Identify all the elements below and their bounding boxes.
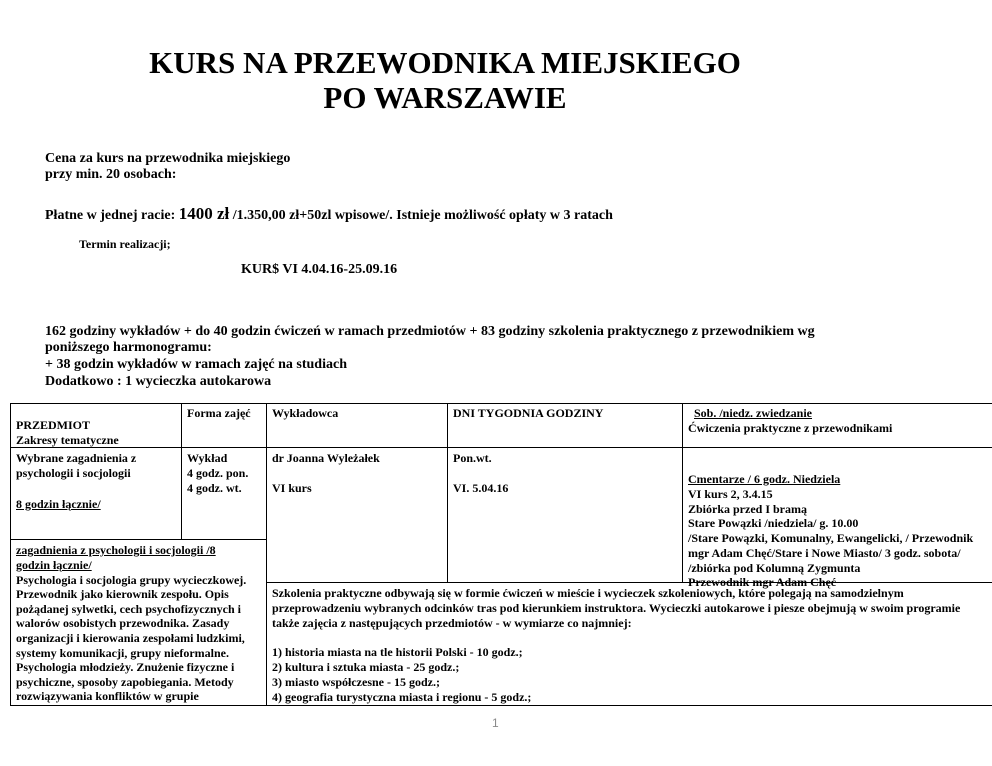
payment-line [45,204,613,224]
table-border-bottom [10,705,992,706]
topics-line5: organizacji i kierowania zespołami ludzkimi, [16,631,245,645]
hours-line3: + 38 godzin wykładów w ramach zajęć na studiach [45,357,347,372]
topics-line8: psychiczne, sposoby zapobiegania. Metody [16,675,234,689]
header-dni: DNI TYGODNIA GODZINY [453,406,604,420]
practice-line4: Stare Powązki /niedziela/ g. 10.00 [688,516,859,530]
practice-line1: Cmentarze / 6 godz. Niedziela [688,472,841,486]
practice-line3: Zbiórka przed I bramą [688,502,808,516]
table-divider-header [10,447,992,448]
training-item3: 3) miasto współczesne - 15 godz.; [272,675,440,689]
training-line2: przeprowadzeniu wybranych odcinków tras pod kierunkiem instruktora. Wycieczki autokarowe i piesze obejmują w swoim programie [272,601,961,615]
topics-line4: walorów osobistych przewodnika. Zasady [16,616,230,630]
practice-line6: mgr Adam Chęć/Stare i Nowe Miasto/ 3 godz. sobota/ [688,546,961,560]
header-zakresy: Zakresy tematyczne [16,433,119,447]
training-item4: 4) geografia turystyczna miasta i regionu - 5 godz.; [272,690,532,704]
price-line1: Cena za kurs na przewodnika miejskiego [45,151,291,166]
col-divider-2 [266,403,267,706]
hours-line1: 162 godziny wykładów + do 40 godzin ćwiczeń w ramach przedmiotów + 83 godziny szkolenia praktycznego z przewodnikiem wg [45,324,815,339]
page-number: 1 [492,716,499,730]
forma-line2: 4 godz. pon. [187,466,249,480]
training-line1: Szkolenia praktyczne odbywają się w formie ćwiczeń w mieście i wycieczek szkoleniowych, które polegają na samodzielnym [272,586,904,600]
document-title-line1: KURS NA PRZEWODNIKA MIEJSKIEGO [149,45,741,80]
practice-line7: /zbiórka pod Kolumną Zygmunta [688,561,861,575]
topics-heading-line2: godzin łącznie/ [16,558,92,572]
topics-line6: systemy komunikacji, grupy nieformalne. [16,646,229,660]
kurs-dates: KUR$ VI 4.04.16-25.09.16 [241,262,398,277]
payment-amount: 1400 zł [178,204,230,223]
practice-line2: VI kurs 2, 3.4.15 [688,487,773,501]
col-divider-1 [181,403,182,540]
hours-line4: Dodatkowo : 1 wycieczka autokarowa [45,374,272,389]
topics-line2: Przewodnik jako kierownik zespołu. Opis [16,587,229,601]
days-label: Pon.wt. [453,451,492,465]
subject-hours: 8 godzin łącznie/ [16,497,101,511]
col-divider-4 [682,403,683,583]
termin-label: Termin realizacji; [79,237,171,251]
forma-line1: Wykład [187,451,228,465]
topics-line9: rozwiązywania konfliktów w grupie [16,689,199,703]
lecturer-name: dr Joanna Wyleżałek [272,451,380,465]
header-przedmiot: PRZEDMIOT [16,418,91,432]
topics-line7: Psychologia młodzieży. Znużenie fizyczne i [16,660,235,674]
header-sob: Sob. /niedz. zwiedzanie [694,406,813,420]
practice-line5: /Stare Powązki, Komunalny, Ewangelicki, / Przewodnik [688,531,974,545]
topics-heading-line1: zagadnienia z psychologii i socjologii /8 [16,543,216,557]
header-cwiczenia: Ćwiczenia praktyczne z przewodnikami [688,421,893,435]
payment-suffix: /1.350,00 zł+50zl wpisowe/. Istnieje możliwość opłaty w 3 ratach [229,208,613,223]
col-divider-3 [447,403,448,583]
table-divider-left [10,539,266,540]
forma-line3: 4 godz. wt. [187,481,242,495]
table-border-left [10,403,11,706]
subject-line2: psychologii i socjologii [16,466,131,480]
header-forma: Forma zajęć [187,406,251,420]
practice-line8: Przewodnik mgr Adam Chęć [688,575,837,589]
training-item2: 2) kultura i sztuka miasta - 25 godz.; [272,660,460,674]
training-item1: 1) historia miasta na tle historii Polski - 10 godz.; [272,645,523,659]
topics-line3: pożądanej sylwetki, cech psychofizycznych i [16,602,241,616]
topics-line1: Psychologia i socjologia grupy wycieczkowej. [16,573,247,587]
document-title-line2: PO WARSZAWIE [323,80,567,115]
lecturer-kurs: VI kurs [272,481,312,495]
hours-line2: poniższego harmonogramu: [45,340,212,355]
days-date: VI. 5.04.16 [453,481,509,495]
table-divider-right [266,582,992,583]
table-border-top [10,403,992,404]
subject-line1: Wybrane zagadnienia z [16,451,137,465]
training-line3: także zajęcia z następujących przedmiotów - w wymiarze co najmniej: [272,616,632,630]
price-line2: przy min. 20 osobach: [45,167,177,182]
header-wykladowca: Wykładowca [272,406,339,420]
payment-prefix: Płatne w jednej racie: [45,208,179,223]
